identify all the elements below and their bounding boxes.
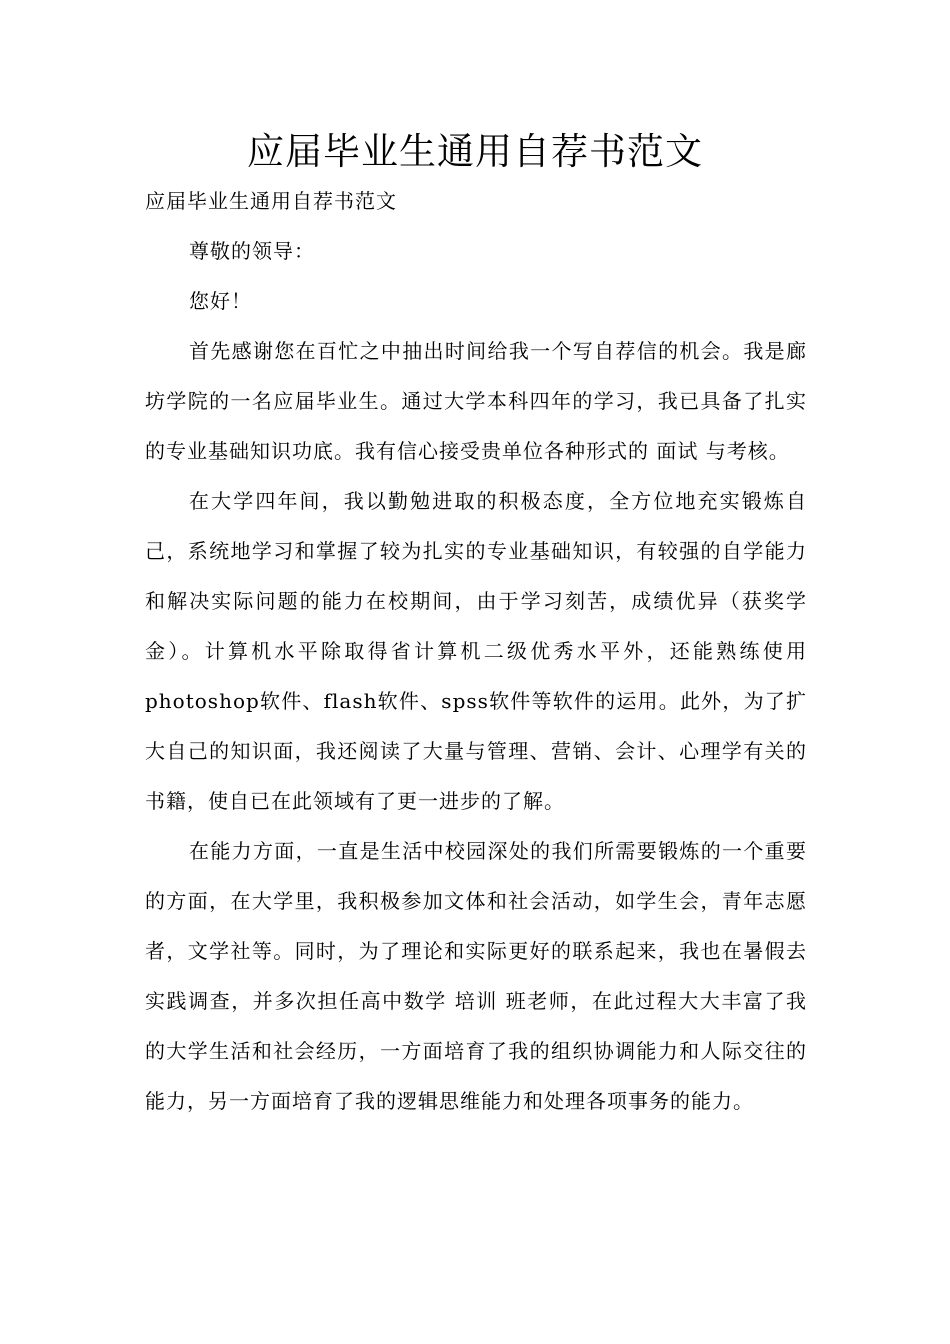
document-title: 应届毕业生通用自荐书范文 <box>247 130 703 173</box>
greeting: 您好！ <box>189 289 252 313</box>
paragraph-intro: 首先感谢您在百忙之中抽出时间给我一个写自荐信的机会。我是廊坊学院的一名应届毕业生。通过大学本科四年的学习，我已具备了扎实的专业基础知识功底。我有信心接受贵单位各种形式的 面试 与考核。 <box>145 339 807 463</box>
salutation: 尊敬的领导： <box>189 239 315 263</box>
paragraph-abilities: 在能力方面，一直是生活中校园深处的我们所需要锻炼的一个重要的方面，在大学里，我积极参加文体和社会活动，如学生会，青年志愿者，文学社等。同时，为了理论和实际更好的联系起来，我也在暑假去实践调查，并多次担任高中数学 培训 班老师，在此过程大大丰富了我的大学生活和社会经历，一方面培育了我的组织协调能力和人际交往的能力，另一方面培育了我的逻辑思维能力和处理各项事务的能力。 <box>145 839 807 1113</box>
paragraph-study: 在大学四年间，我以勤勉进取的积极态度，全方位地充实锻炼自己，系统地学习和掌握了较为扎实的专业基础知识，有较强的自学能力和解决实际问题的能力在校期间，由于学习刻苦，成绩优异（获奖学金）。计算机水平除取得省计算机二级优秀水平外，还能熟练使用photoshop软件、flash软件、spss软件等软件的运用。此外，为了扩大自己的知识面，我还阅读了大量与管理、营销、会计、心理学有关的书籍，使自已在此领域有了更一进步的了解。 <box>145 489 807 813</box>
document-subtitle: 应届毕业生通用自荐书范文 <box>145 189 397 213</box>
document-body <box>145 176 807 1126</box>
